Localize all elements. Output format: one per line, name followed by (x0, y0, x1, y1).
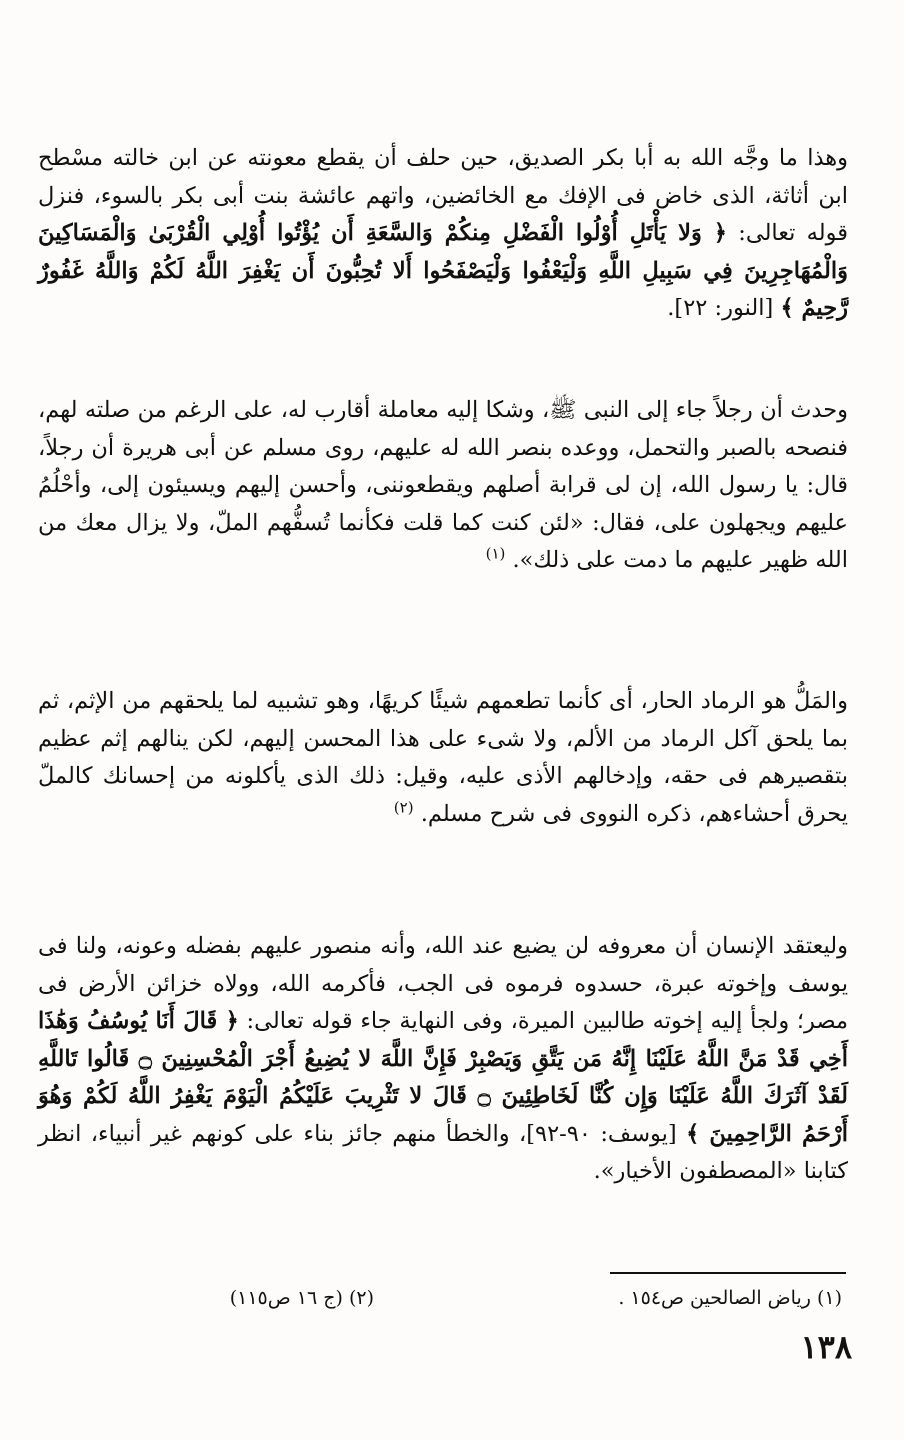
paragraph-abu-bakr (38, 140, 848, 328)
quran-verse-an-nur: ﴿ وَلا يَأْتَلِ أُوْلُوا الْفَضْلِ مِنكُمْ وَالسَّعَةِ أَن يُؤْتُوا أُوْلِي الْقُرْبَىٰ وَالْمَسَاكِينَ وَالْمُهَاجِرِينَ فِي سَبِيلِ اللَّهِ وَلْيَعْفُوا وَلْيَصْفَحُوا أَلا تُحِبُّونَ أَن يَغْفِرَ اللَّهُ لَكُمْ وَاللَّهُ غَفُورٌ رَّحِيمٌ ﴾ (38, 220, 848, 321)
paragraph-text: وحدث أن رجلاً جاء إلى النبى ﷺ، وشكا إليه معاملة أقارب له، على الرغم من صلته لهم، فنصحه بالصبر والتحمل، ووعده بنصر الله له عليهم، روى مسلم عن أبى هريرة أن رجلاً، قال: يا رسول الله، إن لى قرابة أصلهم ويقطعوننى، وأحسن إليهم ويسيئون إلى، وأحْلُمُ عليهم ويجهلون على، فقال: «لئن كنت كما قلت فكأنما تُسفُّهم الملّ، ولا يزال معك من الله ظهير عليهم ما دمت على ذلك». (38, 397, 848, 573)
footnote-2: (٢) (ج ١٦ ص١١٥) (229, 1287, 374, 1309)
page-number: ١٣٨ (800, 1328, 852, 1366)
paragraph-text: وليعتقد الإنسان أن معروفه لن يضيع عند الله، وأنه منصور عليهم بفضله وعونه، ولنا فى يوسف وإخوته عبرة، حسدوه فرموه فى الجب، فأكرمه الله، وولاه خزائن الأرض فى مصر؛ ولجأ إليه إخوته طالبين الميرة، وفى النهاية جاء قوله تعالى: (38, 933, 849, 1034)
paragraph-explanation (38, 683, 848, 833)
verse-citation: [يوسف: ٩٠-٩٢]، والخطأ منهم جائز بناء على كونهم غير أنبياء، انظر كتابنا «المصطفون الأخيار». (38, 1120, 848, 1184)
footnote-ref-1[interactable]: (١) (485, 544, 506, 563)
paragraph-hadith (38, 392, 848, 580)
paragraph-text: وهذا ما وجَّه الله به أبا بكر الصديق، حين حلف أن يقطع معونته عن ابن خالته مسْطح ابن أثاثة، الذى خاض فى الإفك مع الخائضين، واتهم عائشة بنت أبى بكر بالسوء، فنزل قوله تعالى: (38, 145, 848, 246)
footnote-1: (١) رياض الصالحين ص١٥٤ . (618, 1287, 842, 1309)
paragraph-text: والمَلُّ هو الرماد الحار، أى كأنما تطعمهم شيئًا كريهًا، وهو تشبيه لما يلحقهم من الإثم، ثم بما يلحق آكل الرماد من الألم، ولا شىء على هذا المحسن إليهم، لكن ينالهم إثم عظيم بتقصيرهم فى حقه، وإدخالهم الأذى عليه، وقيل: ذلك الذى يأكلونه من إحسانك كالملّ يحرق أحشاءهم، ذكره النووى فى شرح مسلم. (38, 688, 848, 827)
footnote-divider (610, 1272, 846, 1274)
paragraph-yusuf (38, 928, 848, 1191)
verse-citation: [النور: ٢٢]. (667, 295, 774, 321)
footnote-ref-2[interactable]: (٢) (393, 798, 414, 816)
quran-verse-yusuf: ﴿ قَالَ أَنَا يُوسُفُ وَهَٰذَا أَخِي قَدْ مَنَّ اللَّهُ عَلَيْنَا إِنَّهُ مَن يَتَّقِ وَيَصْبِرْ فَإِنَّ اللَّهَ لا يُضِيعُ أَجْرَ الْمُحْسِنِينَ ۝ قَالُوا تَاللَّهِ لَقَدْ آثَرَكَ اللَّهُ عَلَيْنَا وَإِن كُنَّا لَخَاطِئِينَ ۝ قَالَ لا تَثْرِيبَ عَلَيْكُمُ الْيَوْمَ يَغْفِرُ اللَّهُ لَكُمْ وَهُوَ أَرْحَمُ الرَّاحِمِينَ ﴾ (38, 1008, 848, 1147)
